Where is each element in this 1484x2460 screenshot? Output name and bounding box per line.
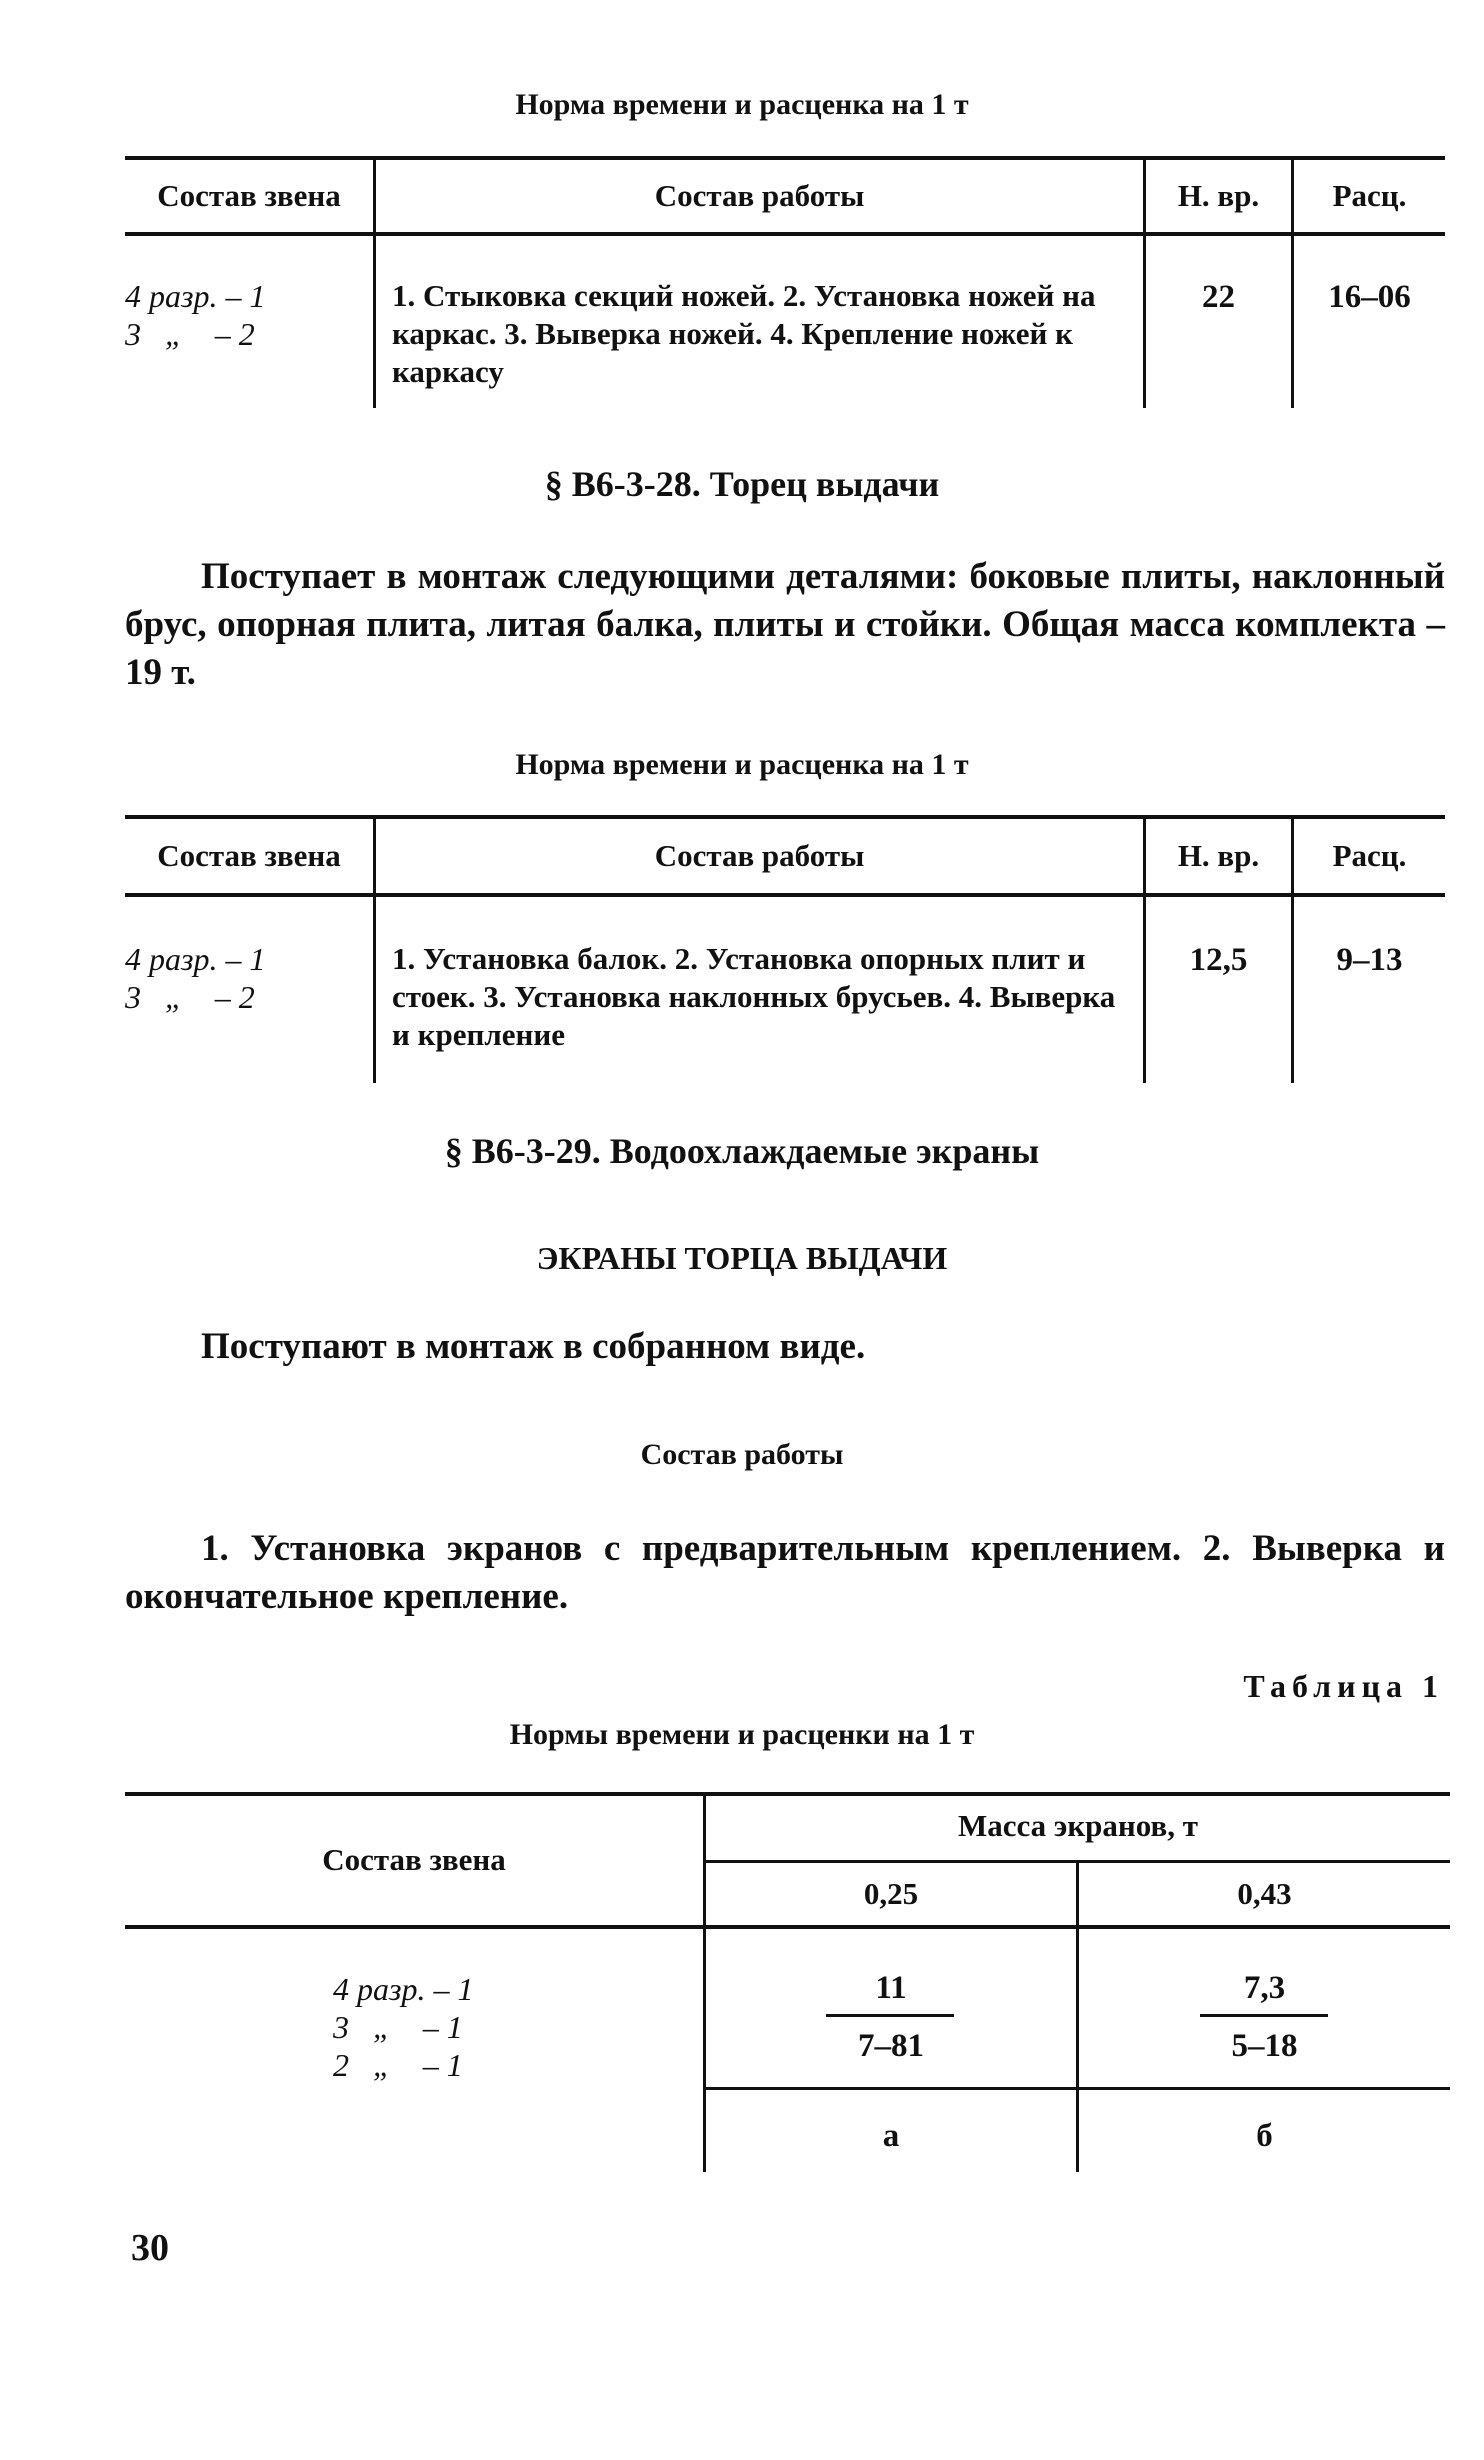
table3-header-crew: Состав звена [322, 1842, 506, 1877]
table3-column-0: 0,25 [863, 1876, 919, 1911]
table1-header-rate: Расц. [1332, 178, 1407, 213]
table2-rate: 9–13 [1336, 942, 1403, 978]
section29-work-heading: Состав работы [640, 1438, 844, 1471]
table3-top-rule [125, 1792, 1450, 1796]
section29-title: § В6-3-29. Водоохлаждаемые экраны [444, 1131, 1040, 1171]
table1-header-rule [125, 232, 1445, 236]
table3-rate: 5–18 [1231, 2028, 1298, 2064]
table1-header-norm: Н. вр. [1177, 178, 1260, 213]
table1-rate: 16–06 [1328, 279, 1411, 315]
table3-crew: 4 разр. – 1 3 „ – 1 2 „ – 1 [333, 1971, 474, 2083]
table2-header-work: Состав работы [654, 838, 865, 873]
table1-work: 1. Стыковка секций ножей. 2. Установка ножей на каркас. 3. Выверка ножей. 4. Крепление ножей к каркасу [392, 278, 1096, 389]
table2-header-rule [125, 893, 1445, 897]
table1-crew: 4 разр. – 1 3 „ – 2 [125, 278, 266, 352]
table1-top-rule [125, 156, 1445, 160]
table3-norm: 7,3 [1243, 1970, 1286, 2006]
table3-letter: б [1256, 2118, 1273, 2154]
table2-top-rule [125, 815, 1445, 819]
table2-work: 1. Установка балок. 2. Установка опорных плит и стоек. 3. Установка наклонных брусьев. 4. Выверка и крепление [392, 941, 1116, 1052]
table2-norm: 12,5 [1189, 942, 1248, 978]
table1-header-work: Состав работы [654, 178, 865, 213]
table1-norm: 22 [1202, 279, 1235, 315]
section28-title: § В6-3-28. Торец выдачи [544, 464, 940, 504]
fraction-bar [826, 2014, 954, 2017]
section28-text: Поступает в монтаж следующими деталями: боковые плиты, наклонный брус, опорная плита, литая балка, плиты и стойки. Общая масса комплекта – 19 т. [125, 556, 1445, 693]
table1-header-crew: Состав звена [157, 178, 341, 213]
table2-header-rate: Расц. [1332, 838, 1407, 873]
table2-caption: Норма времени и расценка на 1 т [515, 748, 969, 781]
section29-text1: Поступают в монтаж в собранном виде. [201, 1326, 866, 1367]
table3-label: Таблица 1 [1243, 1668, 1444, 1704]
table2-crew: 4 разр. – 1 3 „ – 2 [125, 941, 266, 1015]
section29-text2: 1. Установка экранов с предварительным креплением. 2. Выверка и окончательное крепление. [125, 1528, 1445, 1617]
table3-letter: а [882, 2118, 900, 2154]
table1-caption: Норма времени и расценка на 1 т [515, 88, 969, 121]
table2-header-crew: Состав звена [157, 838, 341, 873]
section29-subtitle: ЭКРАНЫ ТОРЦА ВЫДАЧИ [536, 1240, 948, 1276]
table3-caption: Нормы времени и расценки на 1 т [509, 1718, 975, 1751]
table3-header-rule [125, 1925, 1450, 1929]
fraction-bar [1200, 2014, 1328, 2017]
table3-norm: 11 [875, 1970, 907, 2006]
page-number: 30 [131, 2227, 169, 2269]
table3-column-1: 0,43 [1237, 1876, 1292, 1911]
table2-header-norm: Н. вр. [1177, 838, 1260, 873]
table3-header-mass: Масса экранов, т [958, 1808, 1198, 1843]
table3-rate: 7–81 [858, 2028, 924, 2064]
